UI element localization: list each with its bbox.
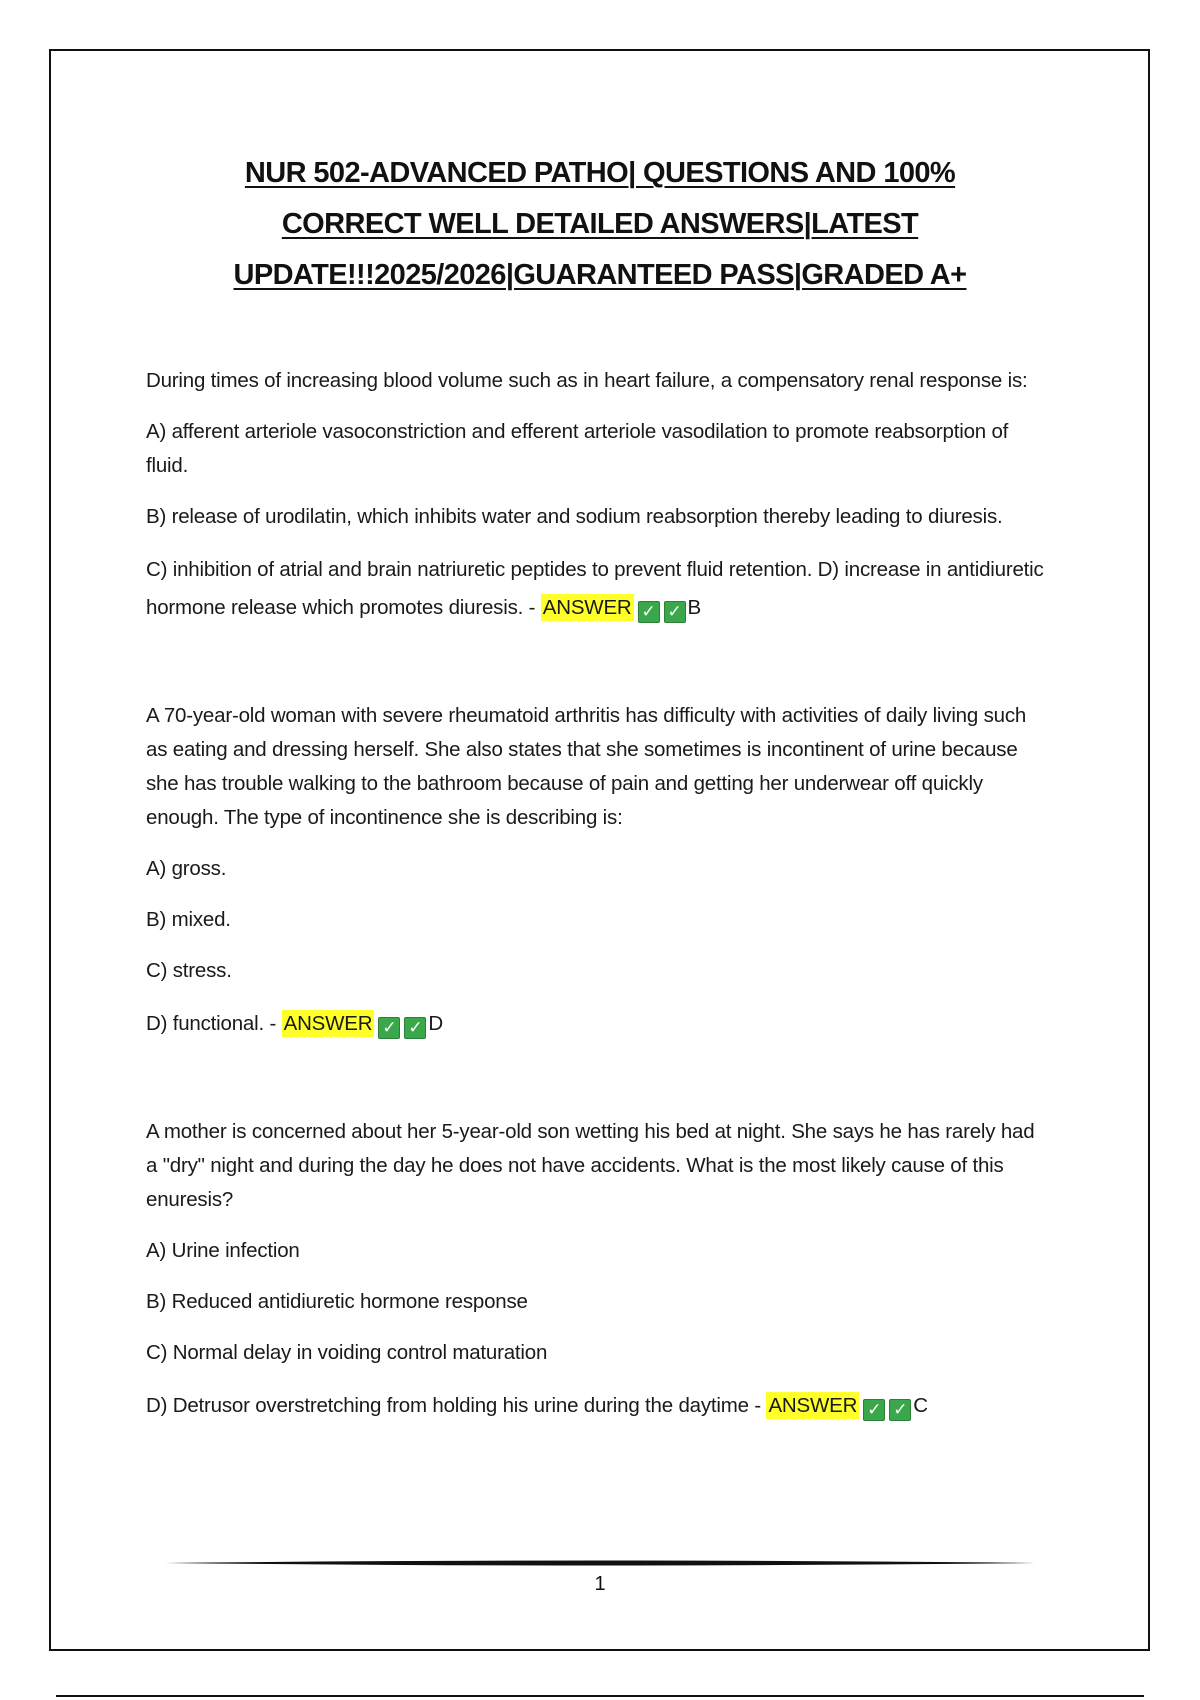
option-b: B) release of urodilatin, which inhibits water and sodium reabsorption thereby leading to diuresis. xyxy=(146,505,1003,528)
option-c: C) stress. xyxy=(146,959,232,982)
answer-letter: C xyxy=(913,1394,928,1417)
option-d: D) Detrusor overstretching from holding his urine during the daytime - xyxy=(146,1394,761,1417)
document-title xyxy=(100,148,1100,301)
check-icon: ✓ xyxy=(404,1017,426,1039)
option-a: A) afferent arteriole vasoconstriction and efferent arteriole vasodilation to promote reabsorption of fluid. xyxy=(146,420,1009,477)
bottom-edge-rule xyxy=(56,1695,1144,1697)
check-icon: ✓ xyxy=(889,1399,911,1421)
option-c-d-answer-line xyxy=(146,551,1051,627)
option-b: B) Reduced antidiuretic hormone response xyxy=(146,1290,528,1313)
option-c-d: C) inhibition of atrial and brain natriuretic peptides to prevent fluid retention. D) increase in antidiuretic hormone release which promotes diuresis. - xyxy=(146,558,1044,619)
question-stem: A mother is concerned about her 5-year-old son wetting his bed at night. She says he has rarely had a "dry" night and during the day he does not have accidents. What is the most likely cause of this enuresis? xyxy=(146,1120,1035,1211)
answer-highlight: ANSWER xyxy=(768,1394,858,1417)
page-number: 1 xyxy=(594,1573,606,1595)
option-d: D) functional. - xyxy=(146,1012,277,1035)
question-block-2 xyxy=(146,699,1051,1043)
question-block-3 xyxy=(146,1115,1051,1425)
question-list xyxy=(146,364,1051,1497)
option-c: C) Normal delay in voiding control maturation xyxy=(146,1341,548,1364)
answer-highlight: ANSWER xyxy=(283,1012,373,1035)
option-a: A) Urine infection xyxy=(146,1239,300,1262)
footer-divider xyxy=(165,1559,1035,1567)
answer-highlight: ANSWER xyxy=(542,596,632,619)
answer-letter: D xyxy=(428,1012,443,1035)
check-icon: ✓ xyxy=(378,1017,400,1039)
check-icon: ✓ xyxy=(863,1399,885,1421)
question-stem: A 70-year-old woman with severe rheumatoid arthritis has difficulty with activities of daily living such as eating and dressing herself. She also states that she sometimes is incontinent of urine because she has trouble walking to the bathroom because of pain and getting her underwear off quickly enough. The type of incontinence she is describing is: xyxy=(146,704,1027,829)
option-a: A) gross. xyxy=(146,857,227,880)
answer-letter: B xyxy=(687,596,702,619)
check-icon: ✓ xyxy=(664,601,686,623)
question-block-1 xyxy=(146,364,1051,627)
title-line-3: UPDATE!!!2025/2026|GUARANTEED PASS|GRADED A+ xyxy=(233,259,967,291)
question-stem: During times of increasing blood volume such as in heart failure, a compensatory renal response is: xyxy=(146,369,1028,392)
title-line-2: CORRECT WELL DETAILED ANSWERS|LATEST xyxy=(281,208,919,240)
check-icon: ✓ xyxy=(638,601,660,623)
title-line-1: NUR 502-ADVANCED PATHO| QUESTIONS AND 100% xyxy=(244,157,956,189)
option-b: B) mixed. xyxy=(146,908,231,931)
option-d-answer-line xyxy=(146,1005,1051,1043)
option-d-answer-line xyxy=(146,1387,1051,1425)
